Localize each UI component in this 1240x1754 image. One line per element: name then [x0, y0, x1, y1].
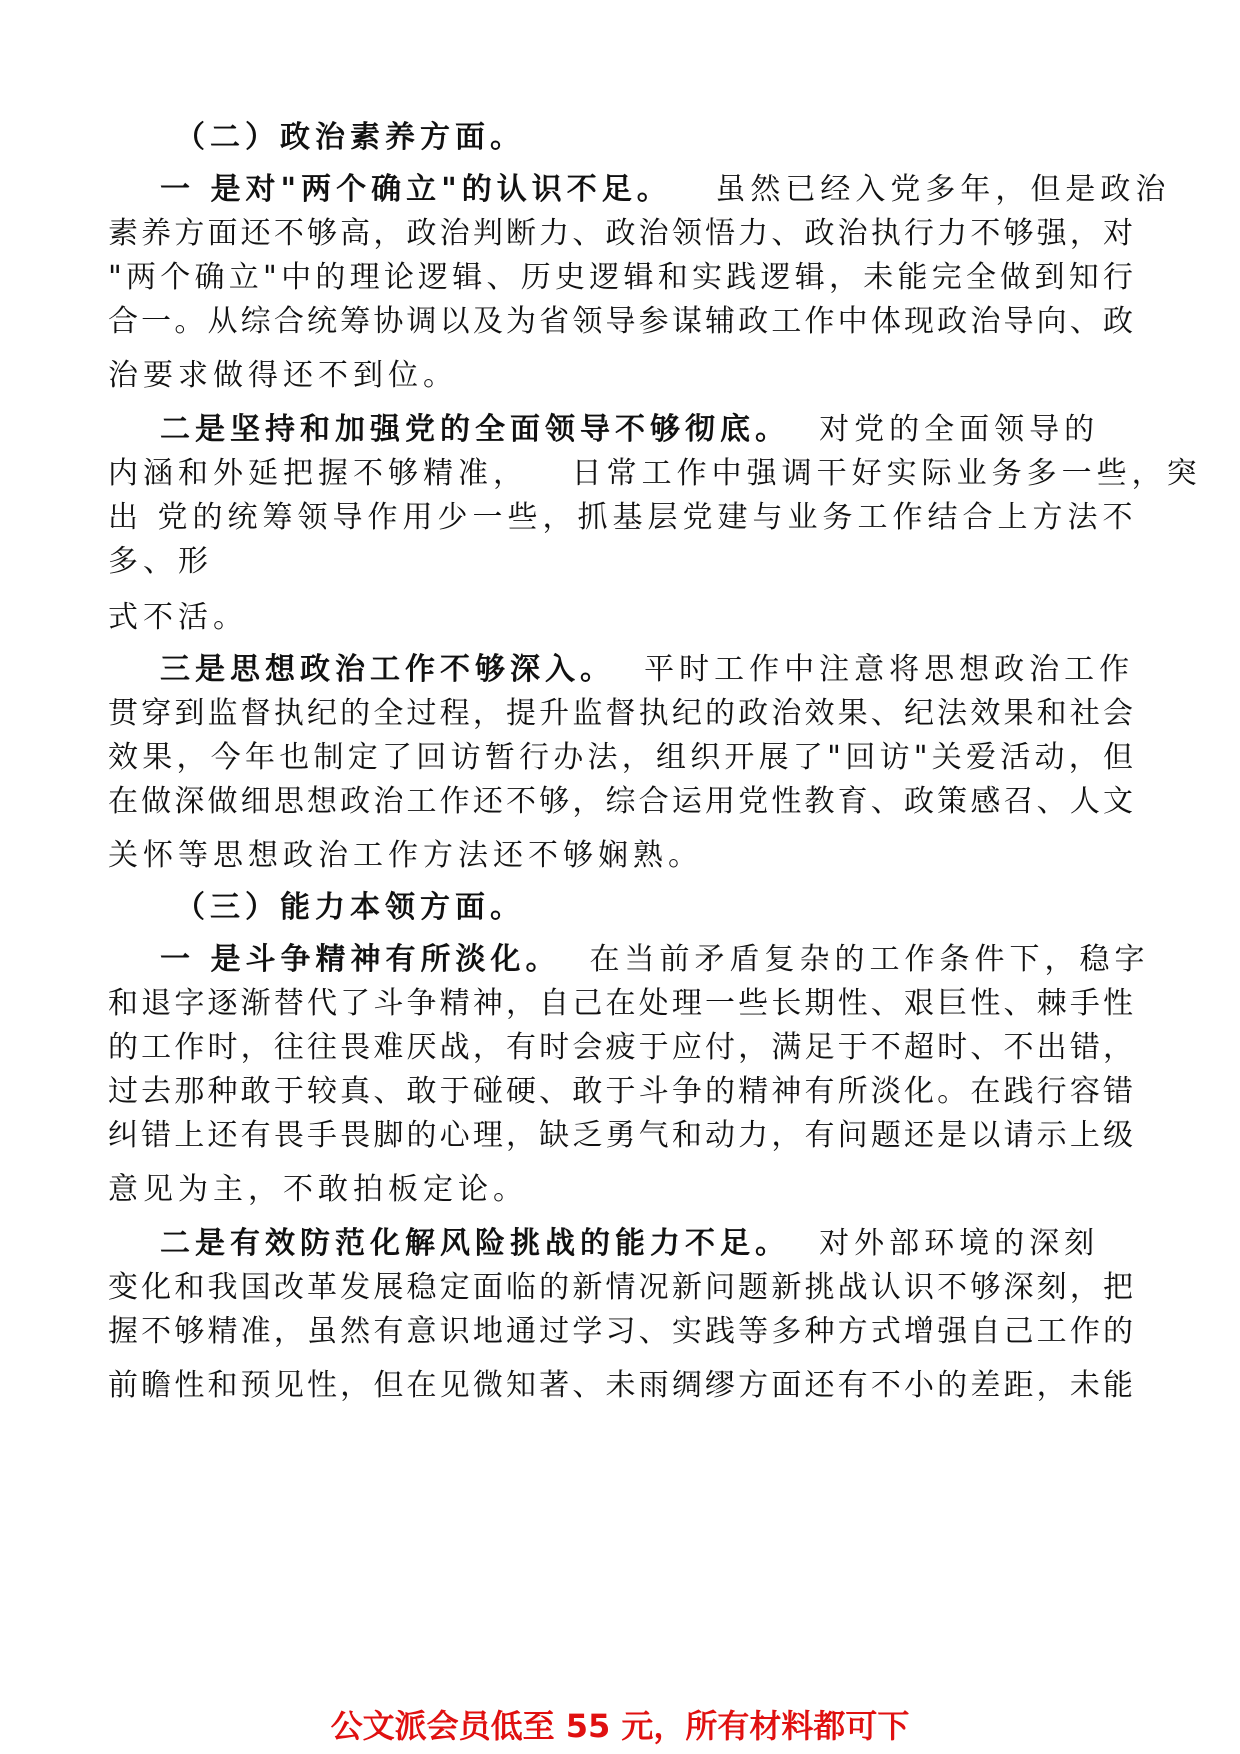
paragraph-lead: 一 是对"两个确立"的认识不足。 [160, 172, 672, 207]
paragraph-line [160, 410, 1099, 450]
paragraph-line: 治要求做得还不到位。 [108, 358, 458, 393]
paragraph-lead: 二是坚持和加强党的全面领导不够彻底。 [160, 412, 790, 447]
paragraph-line: 意见为主，不敢拍板定论。 [108, 1172, 528, 1207]
paragraph-line: 合一。从综合统筹协调以及为省领导参谋辅政工作中体现政治导向、政 [108, 304, 1133, 339]
paragraph-line [160, 940, 1150, 980]
paragraph-text: 平时工作中注意将思想政治工作 [644, 652, 1135, 687]
paragraph-line: 效果，今年也制定了回访暂行办法，组织开展了"回访"关爱活动，但 [108, 740, 1133, 775]
section-heading-ability: （三）能力本领方面。 [175, 890, 525, 925]
paragraph-line: 式不活。 [108, 600, 248, 635]
paragraph-text: 对党的全面领导的 [819, 412, 1100, 447]
paragraph-line: 贯穿到监督执纪的全过程，提升监督执纪的政治效果、纪法效果和社会 [108, 696, 1133, 731]
paragraph-line: 关怀等思想政治工作方法还不够娴熟。 [108, 838, 703, 873]
paragraph-line: 的工作时，往往畏难厌战，有时会疲于应付，满足于不超时、不出错， [108, 1030, 1133, 1065]
section-heading-political: （二）政治素养方面。 [175, 120, 525, 155]
paragraph-line: 前瞻性和预见性，但在见微知著、未雨绸缪方面还有不小的差距，未能 [108, 1368, 1133, 1403]
paragraph-lead: 一 是斗争精神有所淡化。 [160, 942, 561, 977]
paragraph-text: 在当前矛盾复杂的工作条件下，稳字 [589, 942, 1150, 977]
paragraph-line: 在做深做细思想政治工作还不够，综合运用党性教育、政策感召、人文 [108, 784, 1133, 819]
footer-promo-text: 公文派会员低至 55 元，所有材料都可下 [330, 1707, 910, 1745]
paragraph-text: 对外部环境的深刻 [819, 1226, 1100, 1261]
paragraph-line: 素养方面还不够高，政治判断力、政治领悟力、政治执行力不够强，对 [108, 216, 1133, 251]
paragraph-line: 内涵和外延把握不够精准， 日常工作中强调干好实际业务多一些，突 [108, 456, 1202, 491]
paragraph-line: 变化和我国改革发展稳定面临的新情况新问题新挑战认识不够深刻，把 [108, 1270, 1133, 1305]
paragraph-line [160, 650, 1134, 690]
paragraph-line: 过去那种敢于较真、敢于碰硬、敢于斗争的精神有所淡化。在践行容错 [108, 1074, 1133, 1109]
paragraph-line [160, 1224, 1099, 1264]
paragraph-line: 纠错上还有畏手畏脚的心理，缺乏勇气和动力，有问题还是以请示上级 [108, 1118, 1133, 1153]
paragraph-line: 握不够精准，虽然有意识地通过学习、实践等多种方式增强自己工作的 [108, 1314, 1133, 1349]
paragraph-line [160, 170, 1170, 210]
paragraph-lead: 三是思想政治工作不够深入。 [160, 652, 615, 687]
paragraph-text: 虽然已经入党多年，但是政治 [715, 172, 1171, 207]
paragraph-lead: 二是有效防范化解风险挑战的能力不足。 [160, 1226, 790, 1261]
paragraph-line: "两个确立"中的理论逻辑、历史逻辑和实践逻辑，未能完全做到知行 [108, 260, 1133, 295]
paragraph-line: 出 党的统筹领导作用少一些，抓基层党建与业务工作结合上方法不 [108, 500, 1138, 535]
paragraph-line: 多、形 [108, 544, 213, 579]
paragraph-line: 和退字逐渐替代了斗争精神，自己在处理一些长期性、艰巨性、棘手性 [108, 986, 1133, 1021]
